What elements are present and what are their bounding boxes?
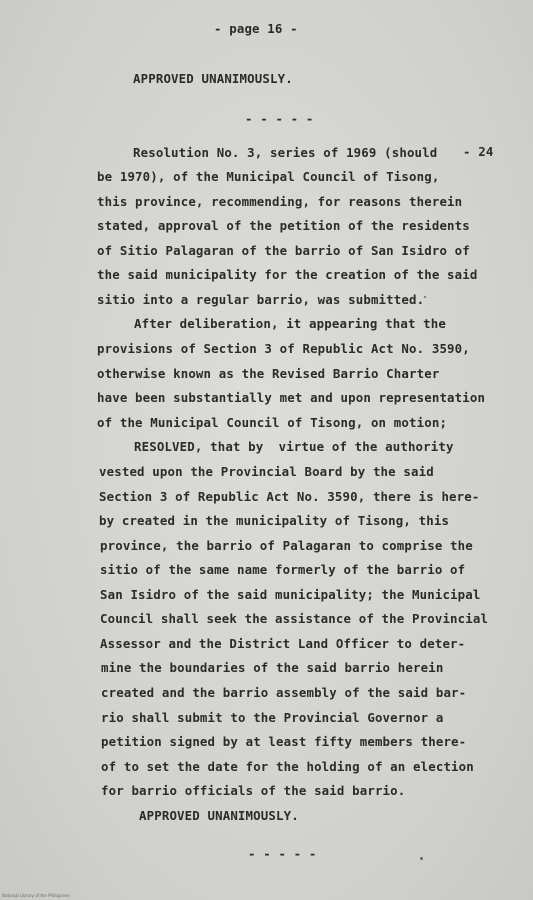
body-line: for barrio officials of the said barrio. [101, 783, 406, 798]
body-line: stated, approval of the petition of the residents [97, 218, 470, 233]
body-line: of to set the date for the holding of an election [101, 759, 474, 774]
body-line: have been substantially met and upon representation [97, 390, 486, 405]
body-line: RESOLVED, that by virtue of the authority [134, 439, 454, 454]
body-line: Section 3 of Republic Act No. 3590, there is here- [99, 489, 480, 504]
body-line: Assessor and the District Land Officer to deter- [100, 636, 466, 651]
approved-heading-top: APPROVED UNANIMOUSLY. [133, 71, 293, 86]
body-line: Resolution No. 3, series of 1969 (should [133, 145, 438, 160]
body-line: San Isidro of the said municipality; the Municipal [100, 587, 481, 602]
body-line: by created in the municipality of Tisong, this [99, 513, 450, 528]
body-line: petition signed by at least fifty members there- [101, 734, 467, 749]
approved-heading-bottom: APPROVED UNANIMOUSLY. [139, 808, 299, 823]
ink-speck [424, 296, 426, 298]
margin-number: - 24 [463, 144, 494, 159]
body-line: this province, recommending, for reasons therein [97, 194, 463, 209]
body-line: of the Municipal Council of Tisong, on motion; [97, 415, 448, 430]
body-line: sitio into a regular barrio, was submitted. [97, 292, 425, 307]
body-line: the said municipality for the creation of the said [97, 267, 478, 282]
body-line: rio shall submit to the Provincial Governor a [101, 710, 444, 725]
body-line: of Sitio Palagaran of the barrio of San Isidro of [97, 243, 470, 258]
separator-top: - - - - - [245, 111, 314, 126]
page-header: - page 16 - [214, 21, 298, 36]
body-line: provisions of Section 3 of Republic Act No. 3590, [97, 341, 470, 356]
body-line: mine the boundaries of the said barrio herein [101, 660, 444, 675]
body-line: created and the barrio assembly of the said bar- [101, 685, 467, 700]
scan-footer: National Library of the Philippines [2, 893, 70, 898]
body-line: sitio of the same name formerly of the barrio of [100, 562, 466, 577]
body-line: province, the barrio of Palagaran to comprise the [100, 538, 473, 553]
body-line: be 1970), of the Municipal Council of Tisong, [97, 169, 440, 184]
body-line: After deliberation, it appearing that the [134, 316, 447, 331]
body-line: Council shall seek the assistance of the Provincial [100, 611, 489, 626]
separator-bottom: - - - - - [248, 846, 317, 861]
body-line: vested upon the Provincial Board by the said [99, 464, 434, 479]
body-line: otherwise known as the Revised Barrio Charter [97, 366, 440, 381]
ink-speck [420, 857, 423, 860]
